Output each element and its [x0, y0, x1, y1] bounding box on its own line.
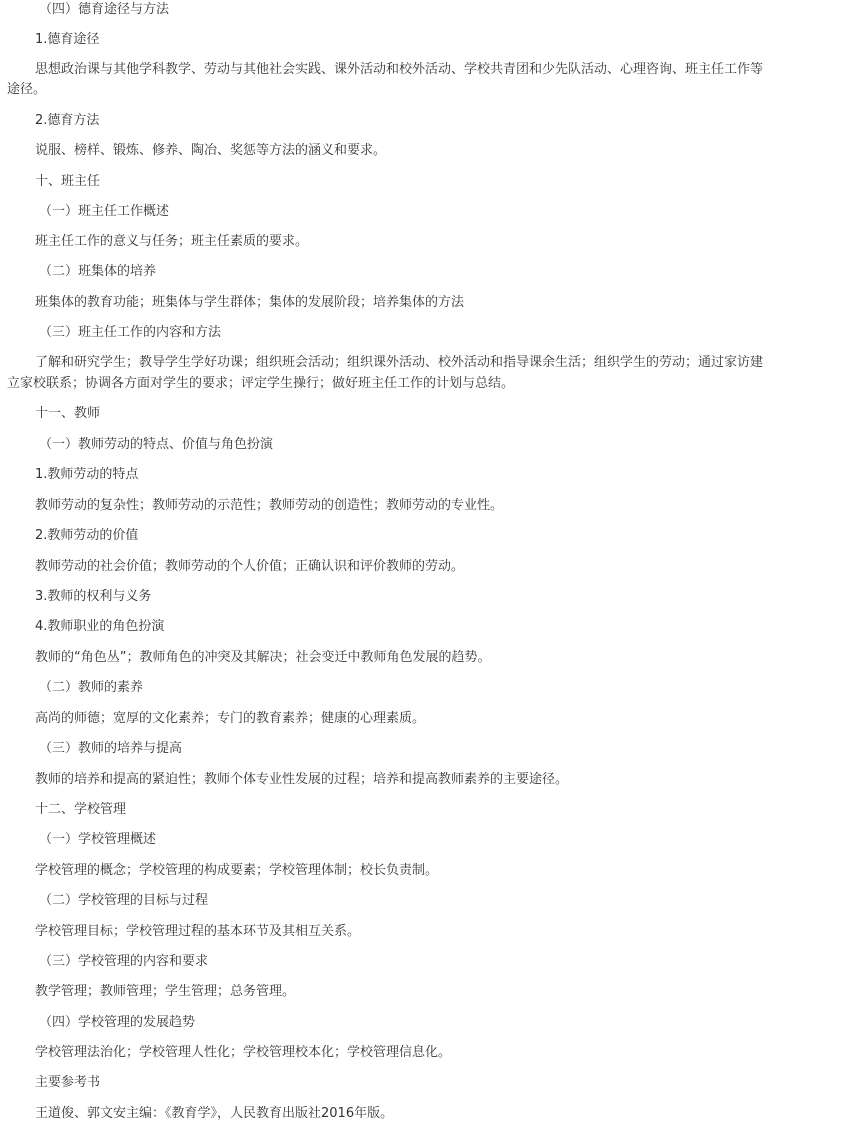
body-text: 学校管理法治化；学校管理人性化；学校管理校本化；学校管理信息化。: [35, 1045, 452, 1060]
body-text: 了解和研究学生；教导学生学好功课；组织班会活动；组织课外活动、校外活动和指导课余生活；组织学生的劳动；通过家访建: [35, 355, 764, 370]
subsection-heading: 2.德育方法: [35, 113, 100, 128]
chapter-heading: 十一、教师: [35, 406, 101, 421]
subsection-heading: 4.教师职业的角色扮演: [35, 619, 165, 634]
body-text: 学校管理目标；学校管理过程的基本环节及其相互关系。: [35, 924, 361, 939]
body-text: 学校管理的概念；学校管理的构成要素；学校管理体制；校长负责制。: [35, 863, 439, 878]
subsection-heading: 2.教师劳动的价值: [35, 528, 139, 543]
section-heading: （二）学校管理的目标与过程: [39, 893, 209, 908]
body-text: 教师的培养和提高的紧迫性；教师个体专业性发展的过程；培养和提高教师素养的主要途径。: [35, 772, 569, 787]
subsection-heading: 1.德育途径: [35, 32, 100, 47]
chapter-heading: 十、班主任: [35, 174, 101, 189]
body-text: 班主任工作的意义与任务；班主任素质的要求。: [35, 234, 309, 249]
body-text: 教师劳动的复杂性；教师劳动的示范性；教师劳动的创造性；教师劳动的专业性。: [35, 498, 504, 513]
section-heading: （三）班主任工作的内容和方法: [39, 325, 222, 340]
body-text: 教师劳动的社会价值；教师劳动的个人价值；正确认识和评价教师的劳动。: [35, 559, 465, 574]
subsection-heading: 1.教师劳动的特点: [35, 467, 139, 482]
section-heading: （三）学校管理的内容和要求: [39, 954, 209, 969]
body-text: 教师的“角色丛”；教师角色的冲突及其解决；社会变迁中教师角色发展的趋势。: [35, 650, 491, 665]
section-heading: （二）教师的素养: [39, 680, 144, 695]
section-heading: （一）班主任工作概述: [39, 204, 170, 219]
section-heading: （二）班集体的培养: [39, 264, 157, 279]
body-text: 高尚的师德；宽厚的文化素养；专门的教育素养；健康的心理素质。: [35, 711, 426, 726]
section-heading: （一）教师劳动的特点、价值与角色扮演: [39, 437, 274, 452]
references-heading: 主要参考书: [35, 1075, 101, 1090]
subsection-heading: 3.教师的权利与义务: [35, 589, 152, 604]
chapter-heading: 十二、学校管理: [35, 802, 127, 817]
body-text: 思想政治课与其他学科教学、劳动与其他社会实践、课外活动和校外活动、学校共青团和少先队活动、心理咨询、班主任工作等: [35, 62, 764, 77]
section-heading: （四）学校管理的发展趋势: [39, 1015, 196, 1030]
section-heading: （一）学校管理概述: [39, 832, 157, 847]
section-heading: （三）教师的培养与提高: [39, 741, 183, 756]
body-text: 说服、榜样、锻炼、修养、陶冶、奖惩等方法的涵义和要求。: [35, 143, 387, 158]
body-text-continuation: 途径。: [7, 82, 47, 97]
body-text: 教学管理；教师管理；学生管理；总务管理。: [35, 984, 296, 999]
reference-entry: 王道俊、郭文安主编：《教育学》，人民教育出版社2016年版。: [35, 1106, 394, 1121]
section-heading: （四）德育途径与方法: [39, 2, 170, 17]
body-text-continuation: 立家校联系；协调各方面对学生的要求；评定学生操行；做好班主任工作的计划与总结。: [7, 376, 515, 391]
body-text: 班集体的教育功能；班集体与学生群体；集体的发展阶段；培养集体的方法: [35, 295, 465, 310]
